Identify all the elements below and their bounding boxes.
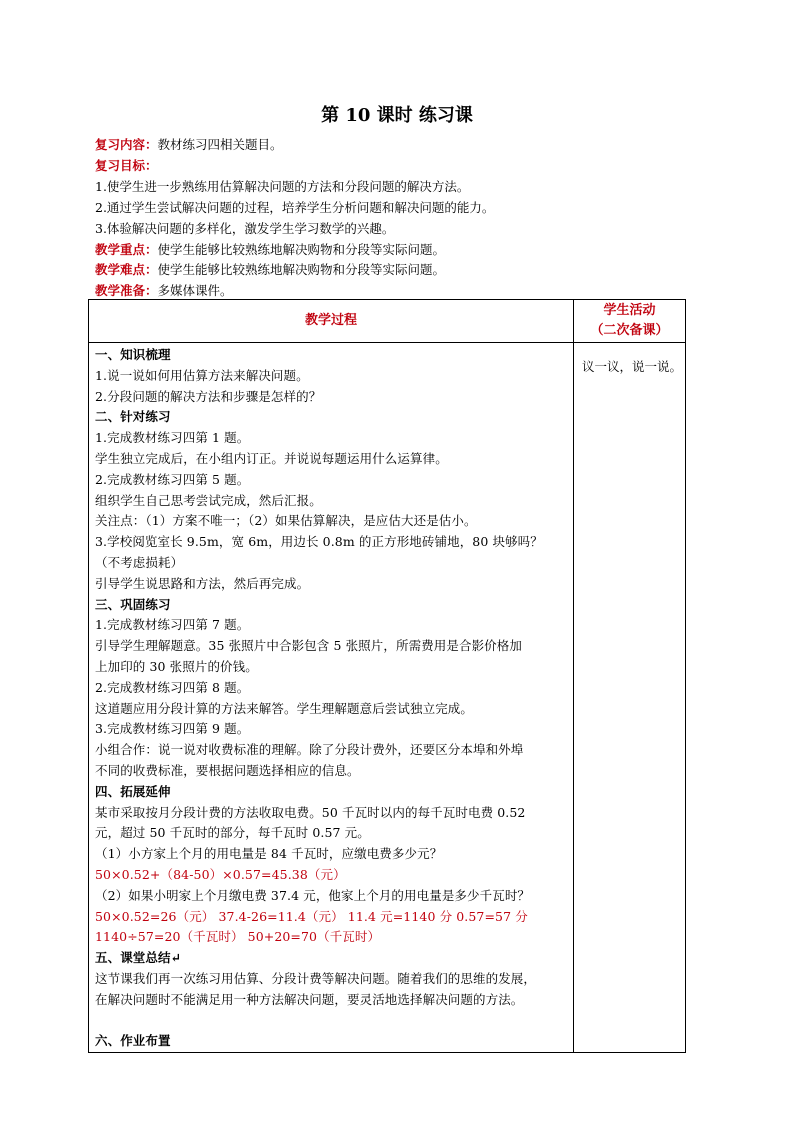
table-header-row [89,300,686,343]
meta-label: 教学重点： [95,241,158,257]
section-heading: 二、针对练习 [95,409,171,425]
process-line: 50×0.52+（84-50）×0.57=45.38（元） [95,866,346,882]
lesson-table [88,299,686,1053]
section-heading: 五、课堂总结↵ [95,950,182,966]
process-line: 元，超过 50 千瓦时的部分，每千瓦时 0.57 元。 [95,825,370,841]
student-activity-note: 议一议，说一说。 [582,359,683,374]
meta-line [95,176,695,197]
section-heading: 一、知识梳理 [95,347,171,362]
meta-text: 使学生能够比较熟练地解决购物和分段等实际问题。 [157,241,446,257]
meta-label: 复习内容： [95,137,158,152]
meta-line [95,218,695,239]
process-line: 1.完成教材练习四第 1 题。 [95,430,250,446]
table-body-row [89,343,686,1053]
process-line: 这节课我们再一次练习用估算、分段计费等解决问题。随着我们的思维的发展， [95,970,537,986]
process-line: 3.学校阅览室长 9.5m，宽 6m，用边长 0.8m 的正方形地砖铺地，80 块够吗？ [95,534,543,550]
process-line: 1.说一说如何用估算方法来解决问题。 [95,367,309,383]
process-line: 这道题应用分段计算的方法来解答。学生理解题意后尝试独立完成。 [95,700,474,716]
meta-text: 多媒体课件。 [157,283,233,299]
header-student-activity [574,300,686,343]
process-line [95,1011,568,1032]
process-line: 2.完成教材练习四第 5 题。 [95,471,250,487]
meta-line [95,155,695,176]
process-line: 引导学生说思路和方法，然后再完成。 [95,575,310,591]
process-line: 引导学生理解题意。35 张照片中合影包含 5 张照片，所需费用是合影价格加 [95,638,522,654]
meta-label: 复习目标： [95,157,158,173]
header-student-label: 学生活动 [603,303,656,318]
process-line: （不考虑损耗） [95,554,184,570]
process-line: 上加印的 30 张照片的价钱。 [95,658,258,674]
student-activity-cell [574,343,686,1053]
process-line: 学生独立完成后，在小组内订正。并说说每题运用什么运算律。 [95,450,448,466]
section-heading: 四、拓展延伸 [95,783,171,799]
process-line: 组织学生自己思考尝试完成，然后汇报。 [95,492,322,508]
meta-text: 教材练习四相关题目。 [157,137,283,152]
meta-line [95,239,695,260]
process-line: （2）如果小明家上个月缴电费 37.4 元，他家上个月的用电量是多少千瓦时？ [95,887,531,903]
header-process-label: 教学过程 [304,313,357,328]
process-line: 某市采取按月分段计费的方法收取电费。50 千瓦时以内的每千瓦时电费 0.52 [95,804,526,820]
meta-line [95,134,695,155]
process-line: 不同的收费标准，要根据问题选择相应的信息。 [95,762,360,778]
process-line: 1.完成教材练习四第 7 题。 [95,617,250,633]
meta-line [95,197,695,218]
meta-text: 使学生能够比较熟练地解决购物和分段等实际问题。 [157,262,446,278]
meta-label: 教学准备： [95,283,158,299]
process-line: （1）小方家上个月的用电量是 84 千瓦时，应缴电费多少元？ [95,846,443,862]
process-content [89,343,574,1053]
process-line: 50×0.52=26（元） 37.4-26=11.4（元） 11.4 元=1140 分 0.57=57 分 [95,908,528,924]
process-line: 2.分段问题的解决方法和步骤是怎样的？ [95,388,322,404]
meta-text: 3.体验解决问题的多样化，激发学生学习数学的兴趣。 [95,220,395,236]
process-line: 关注点：（1）方案不唯一；（2）如果估算解决，是应估大还是估小。 [95,513,477,529]
header-process [89,300,574,343]
meta-text: 1.使学生进一步熟练用估算解决问题的方法和分段问题的解决方法。 [95,178,470,194]
section-heading: 六、作业布置 [95,1033,171,1049]
section-heading: 三、巩固练习 [95,596,171,612]
meta-line [95,259,695,280]
page-title: 第 10 课时 练习课 [321,105,473,126]
process-line: 3.完成教材练习四第 9 题。 [95,721,250,737]
process-line: 1140÷57=20（千瓦时） 50+20=70（千瓦时） [95,929,381,945]
process-line: 在解决问题时不能满足用一种方法解决问题，要灵活地选择解决问题的方法。 [95,991,524,1007]
process-line: 2.完成教材练习四第 8 题。 [95,679,250,695]
meta-text: 2.通过学生尝试解决问题的过程，培养学生分析问题和解决问题的能力。 [95,199,495,215]
process-line: 小组合作：说一说对收费标准的理解。除了分段计费外，还要区分本埠和外埠 [95,742,524,758]
header-student-sublabel: （二次备课） [590,323,669,338]
meta-label: 教学难点： [95,262,158,278]
